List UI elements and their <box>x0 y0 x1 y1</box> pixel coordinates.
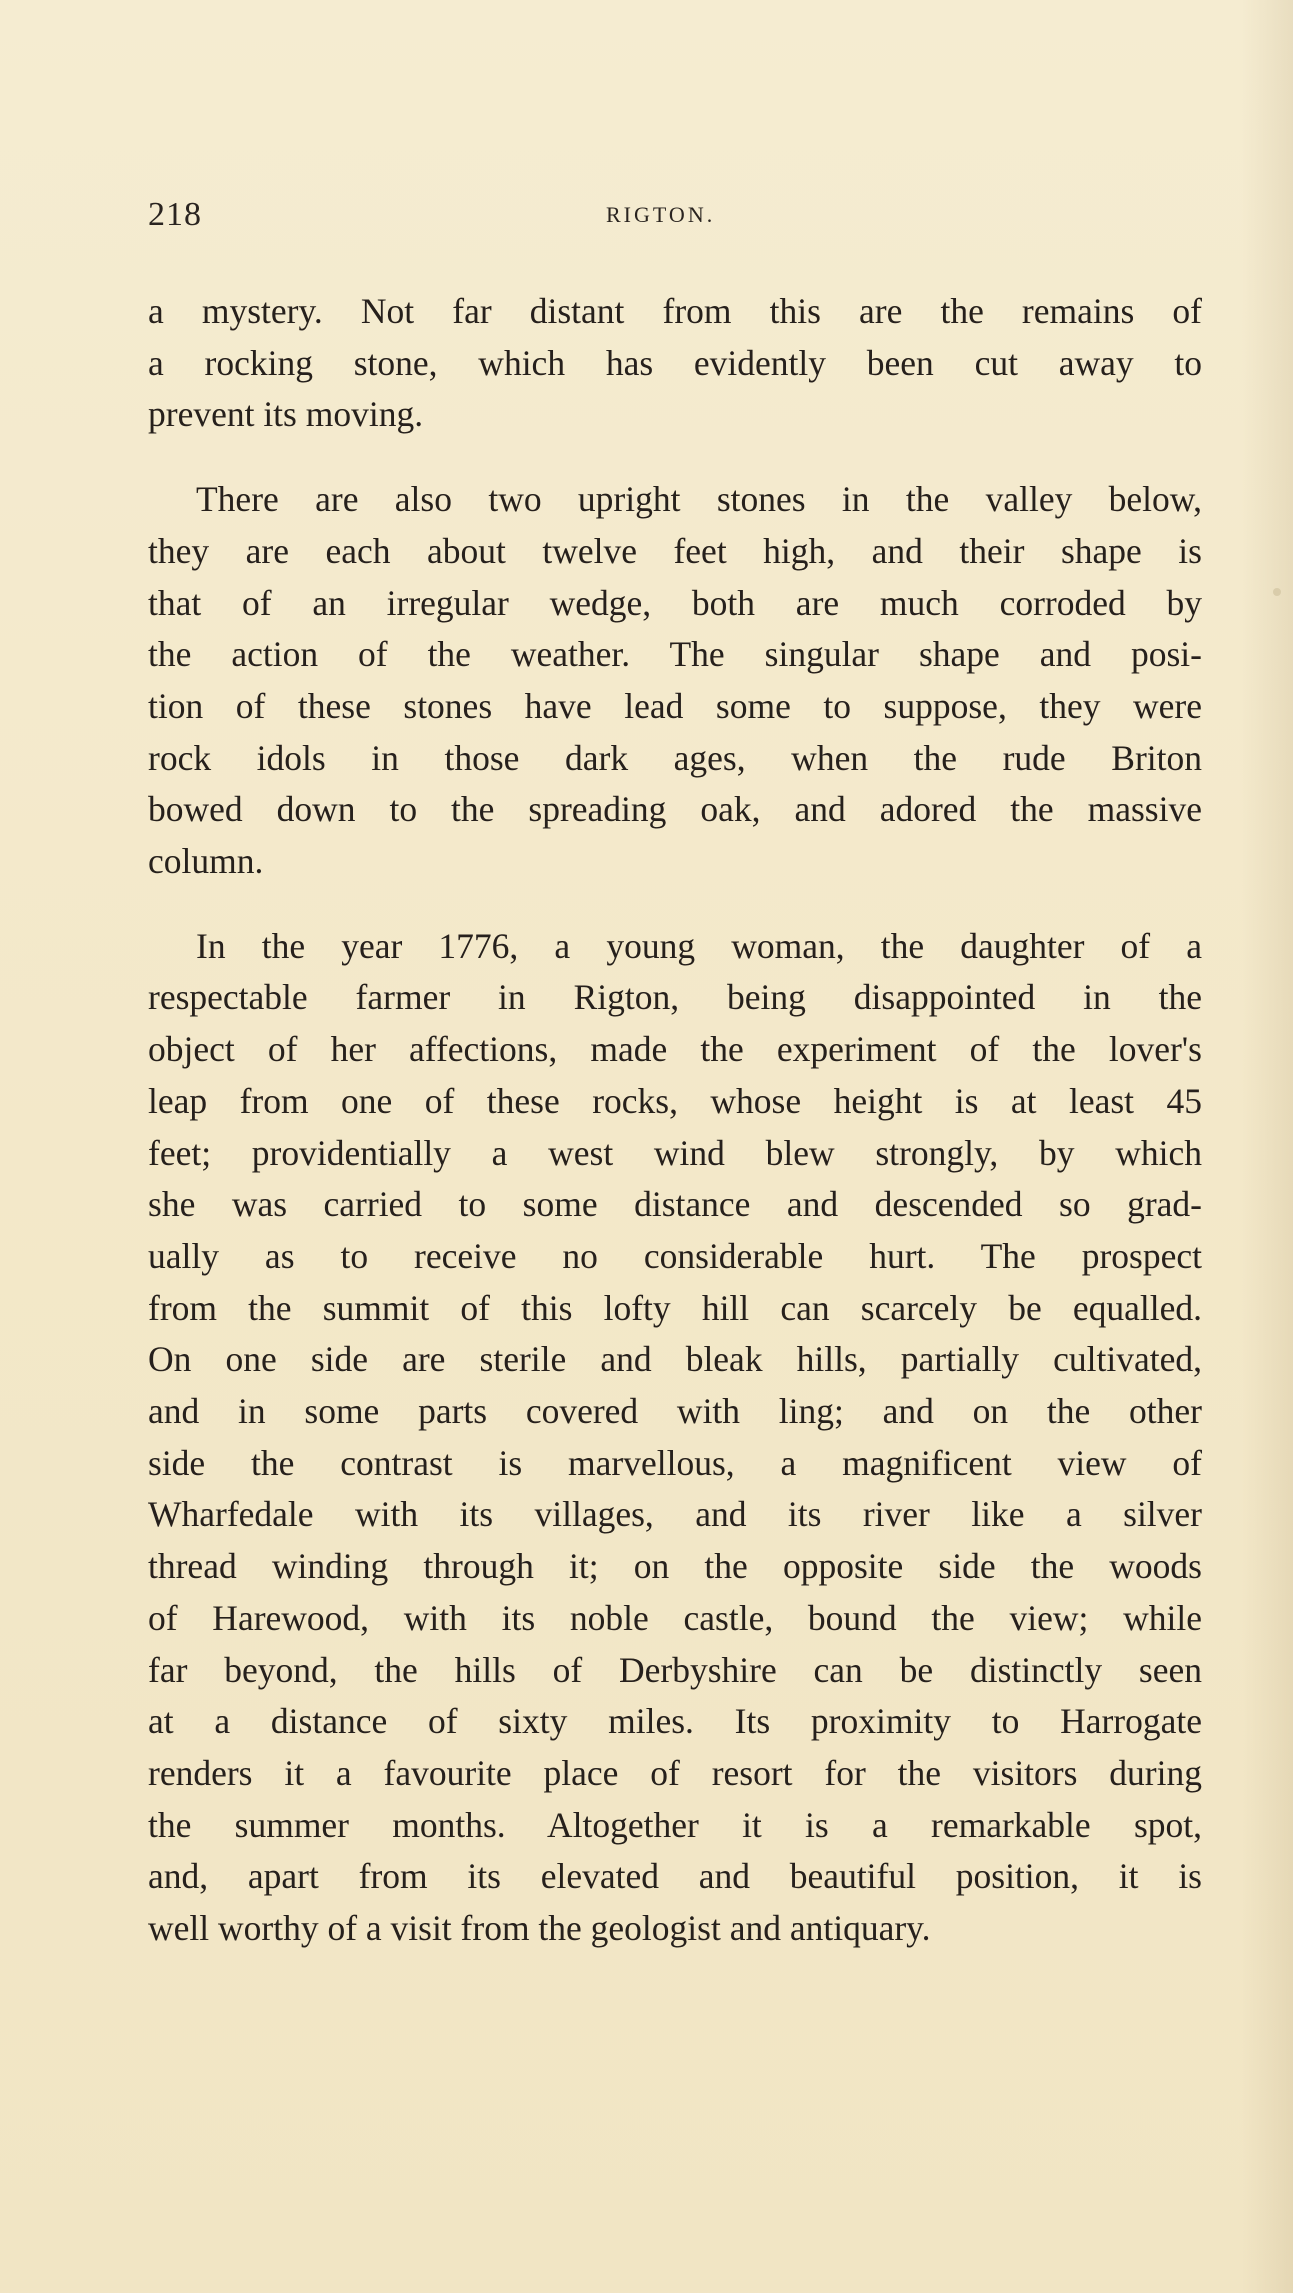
text-line: renders it a favourite place of resort for the visitors during <box>148 1752 1202 1793</box>
text-line: the action of the weather. The singular shape and posi- <box>148 634 1202 675</box>
text-line: prevent its moving. <box>148 394 424 435</box>
text-line: she was carried to some distance and descended so grad- <box>148 1184 1202 1225</box>
body-text <box>148 286 1202 1988</box>
text-line: respectable farmer in Rigton, being disappointed in the <box>148 977 1202 1018</box>
text-line: a rocking stone, which has evidently been cut away to <box>148 342 1202 383</box>
text-line: bowed down to the spreading oak, and adored the massive <box>148 789 1202 830</box>
text-line: object of her affections, made the experiment of the lover's <box>148 1029 1202 1070</box>
paper-blemish <box>1273 588 1281 596</box>
text-line: There are also two upright stones in the valley below, <box>196 479 1202 520</box>
text-line: a mystery. Not far distant from this are the remains of <box>148 291 1202 331</box>
text-line: In the year 1776, a young woman, the daughter of a <box>196 925 1202 966</box>
text-line: feet; providentially a west wind blew strongly, by which <box>148 1132 1202 1173</box>
text-line: On one side are sterile and bleak hills, partially cultivated, <box>148 1339 1202 1380</box>
text-line: side the contrast is marvellous, a magnificent view of <box>148 1442 1202 1483</box>
text-line: rock idols in those dark ages, when the rude Briton <box>148 737 1202 778</box>
text-line: far beyond, the hills of Derbyshire can be distinctly seen <box>148 1649 1202 1690</box>
text-line: and, apart from its elevated and beautiful position, it is <box>148 1856 1202 1897</box>
paragraph-2 <box>148 474 1202 888</box>
text-line: that of an irregular wedge, both are much corroded by <box>148 582 1202 623</box>
text-line: they are each about twelve feet high, and their shape is <box>148 530 1202 571</box>
running-head: RIGTON. <box>606 202 716 227</box>
text-line: and in some parts covered with ling; and on the other <box>148 1391 1202 1432</box>
text-line: tion of these stones have lead some to suppose, they were <box>148 685 1202 726</box>
paragraph-1 <box>148 286 1202 441</box>
text-line: thread winding through it; on the opposite side the woods <box>148 1546 1202 1587</box>
text-line: column. <box>148 841 264 882</box>
text-line: of Harewood, with its noble castle, bound the view; while <box>148 1597 1202 1638</box>
page-header <box>148 196 1198 236</box>
text-line: leap from one of these rocks, whose height is at least 45 <box>148 1080 1202 1121</box>
text-line: from the summit of this lofty hill can scarcely be equalled. <box>148 1287 1202 1328</box>
page-number: 218 <box>148 196 202 233</box>
text-line: Wharfedale with its villages, and its river like a silver <box>148 1494 1202 1535</box>
text-line: well worthy of a visit from the geologist and antiquary. <box>148 1908 931 1949</box>
text-line: at a distance of sixty miles. Its proximity to Harrogate <box>148 1701 1202 1742</box>
text-line: the summer months. Altogether it is a remarkable spot, <box>148 1804 1202 1845</box>
paragraph-3 <box>148 921 1202 1955</box>
text-line: ually as to receive no considerable hurt. The prospect <box>148 1235 1202 1276</box>
